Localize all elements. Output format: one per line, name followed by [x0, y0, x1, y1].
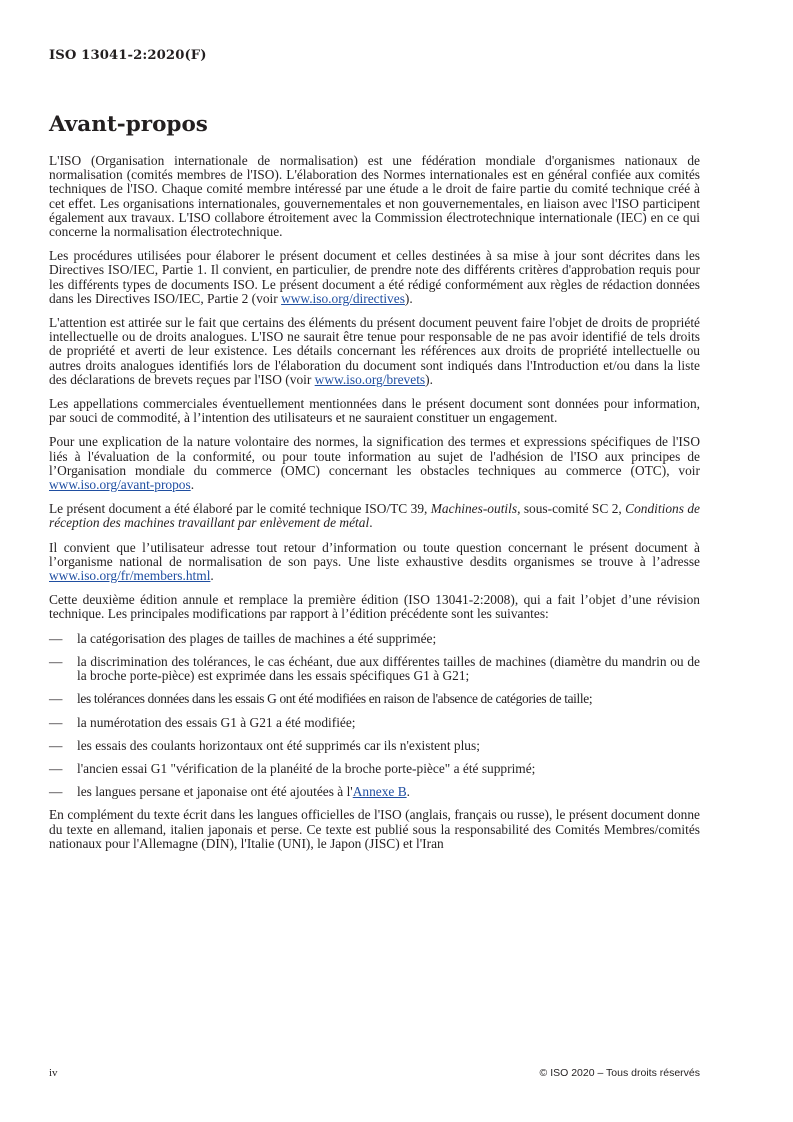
copyright-notice: © ISO 2020 – Tous droits réservés	[539, 1067, 700, 1079]
page-title: Avant-propos	[49, 112, 208, 137]
paragraph-iso-intro: L'ISO (Organisation internationale de normalisation) est une fédération mondiale d'organismes nationaux de normalisation (comités membres de l'ISO). L'élaboration des Normes internationales est en général confiée aux comités techniques de l'ISO. Chaque comité membre intéressé par une étude a le droit de faire partie du comité technique créé à cet effet. Les organisations internationales, gouvernementales et non gouvernementales, en liaison avec l'ISO participent également aux travaux. L'ISO collabore étroitement avec la Commission électrotechnique internationale (IEC) en ce qui concerne la normalisation électrotechnique.	[49, 153, 700, 240]
link-brevets[interactable]: www.iso.org/brevets	[314, 371, 426, 387]
list-item: — la numérotation des essais G1 à G21 a été modifiée;	[49, 714, 356, 730]
page-number: iv	[49, 1067, 58, 1079]
paragraph-voluntary-nature: Pour une explication de la nature volontaire des normes, la signification des termes et expressions spécifiques de l'ISO liés à l'évaluation de la conformité, ou pour toute information au sujet de l'adhésion de l'ISO aux principes de l’Organisation mondiale du commerce (OMC) concernant les obstacles techniques au commerce (OTC), voir www.iso.org/avant-propos.	[49, 434, 700, 493]
paragraph-languages: En complément du texte écrit dans les langues officielles de l'ISO (anglais, français ou russe), le présent document donne du texte en allemand, italien japonais et perse. Ce texte est publié sous la responsabilité des Comités Membres/comités nationaux pour l'Allemagne (DIN), l'Italie (UNI), le Japon (JISC) et l'Iran	[49, 807, 700, 851]
paragraph-edition: Cette deuxième édition annule et remplace la première édition (ISO 13041-2:2008), qui a fait l’objet d’une révision technique. Les principales modifications par rapport à l’édition précédente sont les suivantes:	[49, 592, 700, 622]
paragraph-feedback: Il convient que l’utilisateur adresse tout retour d’information ou toute question concernant le présent document à l’organisme national de normalisation de son pays. Une liste exhaustive desdits organismes se trouve à l’adresse www.iso.org/fr/members.html.	[49, 539, 700, 584]
list-item: — la catégorisation des plages de tailles de machines a été supprimée;	[49, 630, 437, 646]
paragraph-procedures: Les procédures utilisées pour élaborer le présent document et celles destinées à sa mise à jour sont décrites dans les Directives ISO/IEC, Partie 1. Il convient, en particulier, de prendre note des différents critères d'approbation requis pour les différents types de documents ISO. Le présent document a été rédigé conformément aux règles de rédaction données dans les Directives ISO/IEC, Partie 2 (voir www.iso.org/directives).	[49, 248, 700, 306]
paragraph-committee: Le présent document a été élaboré par le comité technique ISO/TC 39, Machines-outils, sous-comité SC 2, Conditions de réception des machines travaillant par enlèvement de métal.	[49, 501, 700, 531]
list-item: — les tolérances données dans les essais G ont été modifiées en raison de l'absence de catégories de taille;	[49, 691, 593, 707]
list-item: — les langues persane et japonaise ont été ajoutées à l'Annexe B.	[49, 784, 410, 800]
link-directives[interactable]: www.iso.org/directives	[281, 290, 405, 306]
list-item: — les essais des coulants horizontaux ont été supprimés car ils n'existent plus;	[49, 737, 480, 753]
paragraph-trade-names: Les appellations commerciales éventuellement mentionnées dans le présent document sont données pour information, par souci de commodité, à l’intention des utilisateurs et ne sauraient constituer un engagement.	[49, 396, 700, 426]
list-item: — la discrimination des tolérances, le cas échéant, due aux différentes tailles de machines (diamètre du mandrin ou de la broche porte-pièce) est exprimée dans les essais spécifiques G1 à G21;	[49, 653, 700, 684]
changes-list	[49, 632, 700, 800]
paragraph-patents: L'attention est attirée sur le fait que certains des éléments du présent document peuvent faire l'objet de droits de propriété intellectuelle ou de droits analogues. L'ISO ne saurait être tenue pour responsable de ne pas avoir identifié de tels droits de propriété et averti de leur existence. Les détails concernant les références aux droits de propriété intellectuelle ou autres droits analogues identifiés lors de l'élaboration du document sont indiqués dans l'Introduction et/ou dans la liste des déclarations de brevets reçues par l'ISO (voir www.iso.org/brevets).	[49, 315, 700, 387]
link-avant-propos[interactable]: www.iso.org/avant-propos	[49, 477, 191, 493]
list-item: — l'ancien essai G1 "vérification de la planéité de la broche porte-pièce" a été supprimé;	[49, 760, 536, 776]
document-body	[49, 154, 700, 861]
document-id: ISO 13041-2:2020(F)	[49, 48, 207, 63]
link-annexe-b[interactable]: Annexe B	[352, 784, 407, 800]
link-members[interactable]: www.iso.org/fr/members.html	[49, 568, 211, 584]
